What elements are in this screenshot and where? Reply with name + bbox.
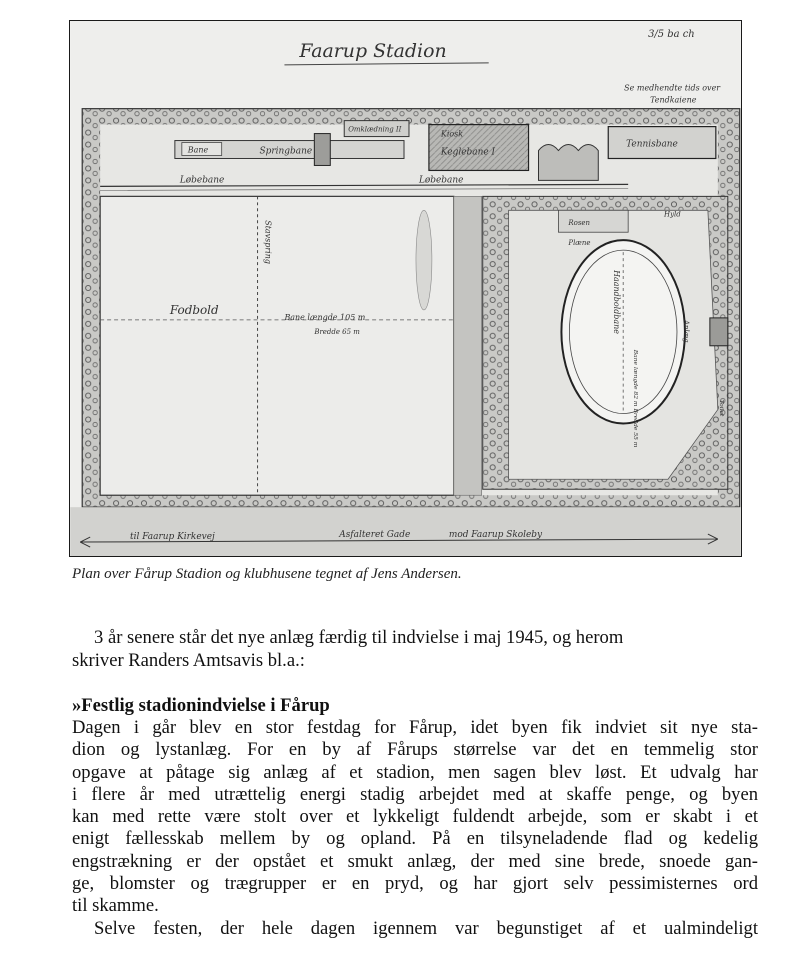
body-last-line: Selve festen, der hele dagen igennem var begunstiget af et ualmindeligt [94, 917, 758, 939]
label-omklaedning: Omklædning II [348, 125, 402, 134]
toilet-block [710, 318, 728, 346]
arched-structure [539, 145, 599, 181]
article-body [72, 717, 758, 940]
figure-caption: Plan over Fårup Stadion og klubhusene tegnet af Jens Andersen. [72, 566, 462, 582]
stadium-plan-drawing [69, 20, 742, 557]
corner-note: 3/5 ba ch [648, 28, 695, 40]
football-field [100, 196, 454, 495]
stadium-plan-svg [70, 21, 741, 556]
plan-title: Faarup Stadion [299, 39, 447, 62]
label-keglebane: Keglebane I [440, 147, 496, 158]
central-path [454, 196, 482, 495]
label-loebebane-1: Løbebane [179, 175, 225, 186]
label-laengde-bredde: Bane længde 82 m Bredde 55 m [632, 349, 640, 448]
label-toilet: Toilet [717, 399, 725, 417]
label-rosen: Rosen [568, 219, 591, 228]
body-line: til skamme. [72, 895, 159, 917]
body-line: ge, blomster og trægrupper er en pryd, og har gjort selv pessimisternes ord [72, 873, 758, 895]
body-line: Dagen i går blev en stor festdag for Fårup, idet byen fik indviet sit nye sta- [72, 717, 758, 738]
label-bane-laengde: Bane længde 105 m [284, 312, 366, 322]
body-line: opgave at påtage sig anlæg af et stadion, men sagen blev løst. Et udvalg har [72, 761, 758, 783]
road-label-right: mod Faarup Skoleby [448, 530, 543, 541]
label-anlaeg: Anlæg [681, 319, 690, 343]
label-haandboldbane: Haandboldbane [612, 270, 622, 335]
body-line: enigt fællesskab mellem by og opland. På en tilsyneladende flad og kedelig [72, 828, 758, 850]
article-heading: »Festlig stadionindvielse i Fårup [72, 695, 330, 716]
label-loebebane-2: Løbebane [418, 175, 464, 186]
pole-vault-box [314, 134, 330, 166]
label-stavspring: Stavspring [263, 220, 273, 264]
label-bane-bredde: Bredde 65 m [314, 327, 360, 336]
label-bane: Bane [187, 145, 209, 155]
body-line: dion og lystanlæg. For en by af Fårups størrelse var det en temmelig stor [72, 739, 758, 761]
label-springbane: Springbane [259, 146, 313, 157]
body-line: i flere år med utrættelig energi stadig arbejdet med at skaffe penge, og byen [72, 783, 758, 805]
road-label-left: til Faarup Kirkevej [130, 532, 215, 543]
label-hyld: Hyld [664, 210, 681, 219]
label-kiosk: Kiosk [440, 129, 464, 139]
label-plaene: Plæne [568, 239, 591, 248]
label-tennisbane: Tennisbane [626, 139, 678, 150]
intro-line-1: 3 år senere står det nye anlæg færdig til indvielse i maj 1945, og herom [94, 627, 624, 648]
side-note-line-2: Tendkaiene [650, 95, 697, 105]
body-line: kan med rette være stolt over et lykkeligt fuldendt arbejde, som er skabt i et [72, 806, 758, 828]
road-label-middle: Asfalteret Gade [339, 530, 411, 541]
body-line: engstrækning er der opstået et smukt anlæg, der med sine brede, snoede gan- [72, 850, 758, 872]
side-note-line-1: Se medhendte tids over [624, 83, 721, 93]
intro-paragraph [72, 627, 752, 672]
label-fodbold: Fodbold [169, 302, 219, 317]
intro-line-2: skriver Randers Amtsavis bl.a.: [72, 649, 305, 671]
